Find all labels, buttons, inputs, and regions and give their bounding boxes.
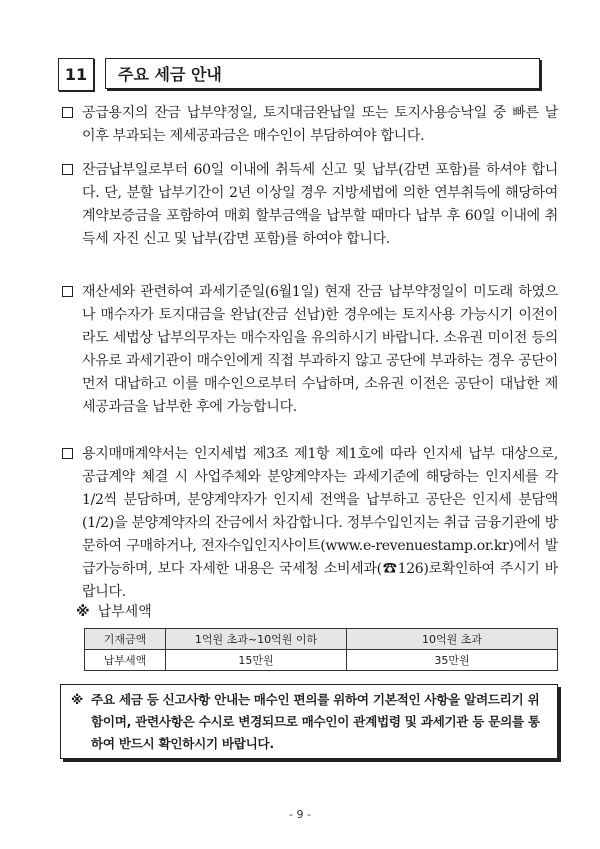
fee-note-label	[76, 601, 152, 621]
section-title: 주요 세금 안내	[105, 58, 540, 89]
paragraph-stamp-tax	[62, 443, 558, 604]
checkbox-bullet-icon	[62, 448, 73, 459]
checkbox-bullet-icon	[62, 286, 73, 297]
checkbox-bullet-icon	[62, 164, 73, 175]
checkbox-bullet-icon	[62, 107, 73, 118]
section-number: 11	[58, 58, 94, 91]
notice-box	[60, 684, 558, 759]
table-header-cell: 10억원 초과	[347, 629, 558, 650]
table-row	[85, 650, 558, 671]
stamp-tax-table	[84, 628, 558, 671]
table-cell: 35만원	[347, 650, 558, 671]
paragraph-acquisition-tax	[62, 159, 558, 251]
reference-mark: ※	[71, 692, 83, 707]
paragraph-payment-burden	[62, 102, 558, 148]
table-cell: 납부세액	[85, 650, 166, 671]
notice-text: 주요 세금 등 신고사항 안내는 매수인 편의를 위하여 기본적인 사항을 알려드리기 위함이며, 관련사항은 수시로 변경되므로 매수인이 관계법령 및 과세기관 등 문의를 통하여 반드시 확인하시기 바랍니다.	[91, 692, 540, 751]
table-header-row	[85, 629, 558, 650]
paragraph-text: 재산세와 관련하여 과세기준일(6월1일) 현재 잔금 납부약정일이 미도래 하였으나 매수자가 토지대금을 완납(잔금 선납)한 경우에는 토지사용 가능시기 이전이라도 세법상 납부의무자는 매수자임을 유의하시기 바랍니다. 소유권 미이전 등의 사유로 과세기관이 매수인에게 직접 부과하지 않고 공단에 부과하는 경우 공단이 먼저 대납하고 이를 매수인으로부터 수납하며, 소유권 이전은 공단이 대납한 제세공과금을 납부한 후에 가능합니다.	[82, 284, 558, 415]
table-header-cell: 1억원 초과~10억원 이하	[166, 629, 347, 650]
reference-mark: ※	[76, 604, 90, 620]
table-cell: 15만원	[166, 650, 347, 671]
page-number: - 9 -	[289, 808, 311, 821]
paragraph-text: 공급용지의 잔금 납부약정일, 토지대금완납일 또는 토지사용승낙일 중 빠른 날 이후 부과되는 제세공과금은 매수인이 부담하여야 합니다.	[82, 105, 558, 144]
paragraph-text: 잔금납부일로부터 60일 이내에 취득세 신고 및 납부(감면 포함)를 하셔야 합니다. 단, 분할 납부기간이 2년 이상일 경우 지방세법에 의한 연부취득에 해당하여 계약보증금을 포함하여 매회 할부금액을 납부할 때마다 납부 후 60일 이내에 취득세 자진 신고 및 납부(감면 포함)를 하여야 합니다.	[82, 162, 558, 247]
paragraph-text: 용지매매계약서는 인지세법 제3조 제1항 제1호에 따라 인지세 납부 대상으로, 공급계약 체결 시 사업주체와 분양계약자는 과세기준에 해당하는 인지세를 각 1/2씩 분담하며, 분양계약자가 인지세 전액을 납부하고 공단은 인지세 분담액(1/2)을 분양계약자의 잔금에서 차감합니다. 정부수입인지는 취급 금융기관에 방문하여 구매하거나, 전자수입인지사이트(www.e-revenuestamp.or.kr)에서 발급가능하며, 보다 자세한 내용은 국세청 소비세과(☎126)로확인하여 주시기 바랍니다.	[82, 446, 558, 600]
fee-note-text: 납부세액	[97, 604, 152, 620]
paragraph-property-tax	[62, 281, 558, 419]
table-header-cell: 기재금액	[85, 629, 166, 650]
